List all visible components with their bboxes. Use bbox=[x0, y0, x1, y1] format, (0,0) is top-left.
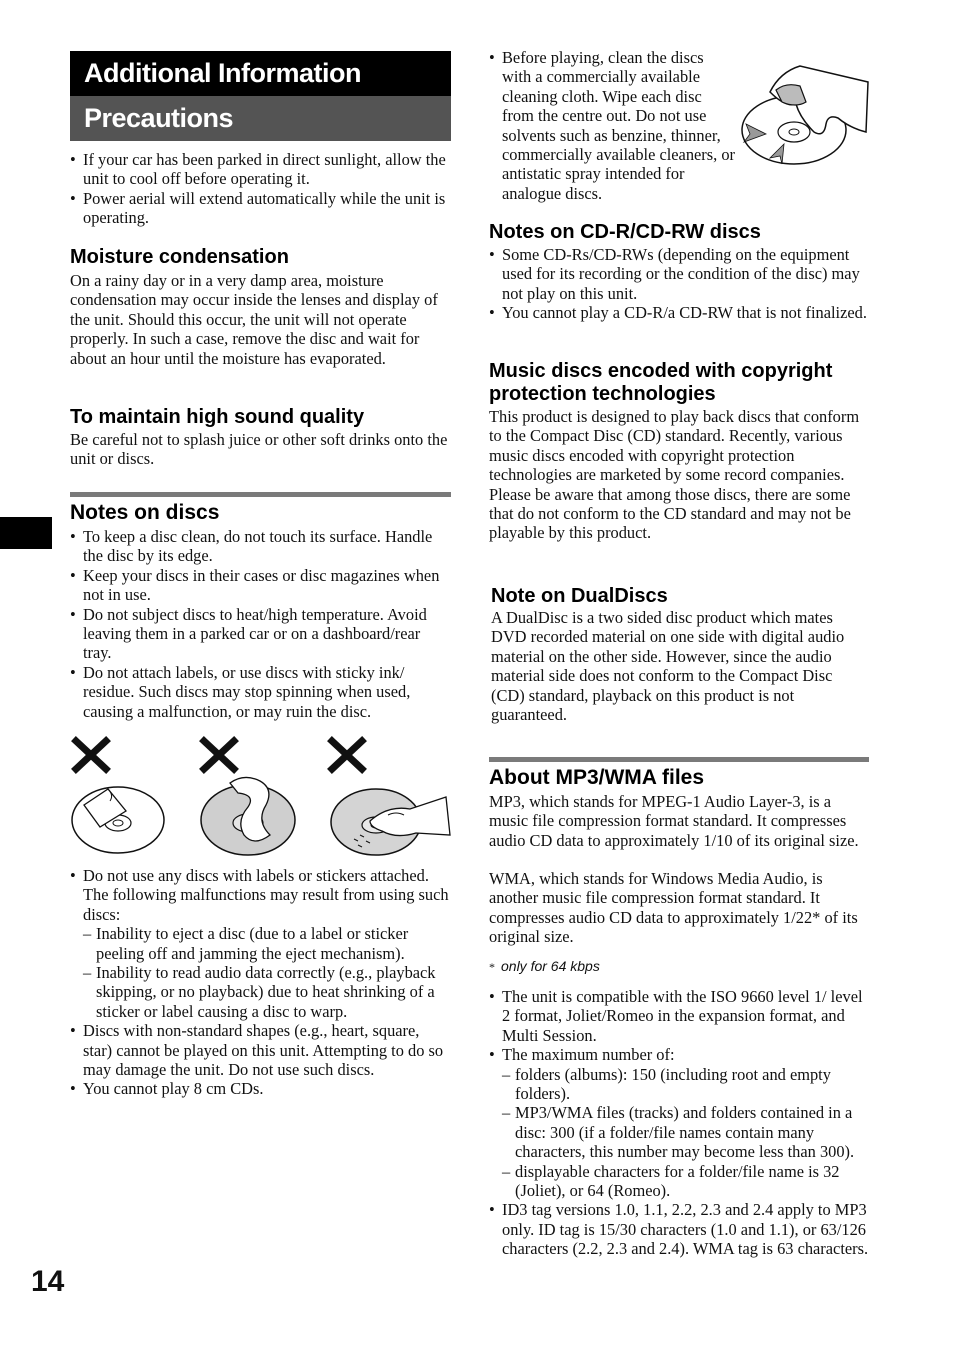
list-item: – MP3/WMA files (tracks) and folders contained in a disc: 300 (if a folder/file names contain many characters, this number may become less than 300). bbox=[502, 1103, 869, 1161]
list-item: • ID3 tag versions 1.0, 1.1, 2.2, 2.3 and 2.4 apply to MP3 only. ID tag is 15/30 characters (1.0 and 1.1), or 63/126 characters (2.2, 2.3 and 2.4). WMA tag is 63 characters. bbox=[489, 1200, 869, 1258]
dualdisc-text: A DualDisc is a two sided disc product which mates DVD recorded material on one side with digital audio material on the other side. However, since the audio material side does not conform to the Compact Disc (CD) standard, playback on this product is not guaranteed. bbox=[491, 608, 845, 725]
copyright-text: This product is designed to play back discs that conform to the Compact Disc (CD) standard. Recently, various music discs encoded with copyright protection technologies are marketed by some record companies. Please be aware that among those discs, there are some that do not conform to the CD standard and may not be playable by this product. bbox=[489, 407, 860, 543]
section-side-tab bbox=[0, 517, 52, 549]
malfunction-list bbox=[83, 924, 452, 1021]
dualdisc-heading: Note on DualDiscs bbox=[491, 585, 668, 607]
list-item: • Power aerial will extend automatically while the unit is operating. bbox=[70, 189, 452, 228]
mp3-para1: MP3, which stands for MPEG-1 Audio Layer-3, is a music file compression format standard. It compresses audio CD data to approximately 1/10 of its original size. bbox=[489, 792, 859, 850]
copyright-heading bbox=[489, 360, 869, 406]
section-rule bbox=[489, 757, 869, 762]
disc-with-label-icon bbox=[72, 787, 164, 853]
intro-list bbox=[70, 150, 452, 228]
labels-bullet: Do not use any discs with labels or stickers attached. bbox=[83, 866, 429, 885]
list-item: • Do not attach labels, or use discs with sticky ink/ residue. Such discs may stop spinning when used, causing a malfunction, or may ruin the disc. bbox=[70, 663, 452, 721]
max-list bbox=[502, 1065, 869, 1201]
list-item: • To keep a disc clean, do not touch its surface. Handle the disc by its edge. bbox=[70, 527, 452, 566]
section-rule bbox=[70, 492, 451, 497]
footnote bbox=[489, 957, 600, 977]
cleaning-list bbox=[489, 48, 735, 203]
discs-list bbox=[70, 527, 452, 721]
sound-text: Be careful not to splash juice or other soft drinks onto the unit or discs. bbox=[70, 430, 448, 469]
list-item: • Before playing, clean the discs with a commercially available cleaning cloth. Wipe each disc from the centre out. Do not use solvents such as benzine, thinner, commercially available cleaners, or antistatic spray intended for analogue discs. bbox=[489, 48, 735, 203]
page-title: Precautions bbox=[70, 96, 451, 141]
list-item: • Some CD-Rs/CD-RWs (depending on the equipment used for its recording or the condition of the disc) may not play on this unit. bbox=[489, 245, 869, 303]
cdr-list bbox=[489, 245, 869, 323]
list-item: • Keep your discs in their cases or disc magazines when not in use. bbox=[70, 566, 452, 605]
labels-list bbox=[70, 866, 452, 1099]
discs-heading: Notes on discs bbox=[70, 501, 220, 524]
list-item: • Do not subject discs to heat/high temperature. Avoid leaving them in a parked car or on a dashboard/rear tray. bbox=[70, 605, 452, 663]
max-bullet: The maximum number of: bbox=[502, 1045, 675, 1065]
disc-warning-illustration bbox=[70, 735, 452, 860]
list-item: – displayable characters for a folder/file name is 32 (Joliet), or 64 (Romeo). bbox=[502, 1162, 869, 1201]
list-item: • The unit is compatible with the ISO 9660 level 1/ level 2 format, Joliet/Romeo in the expansion format, and Multi Session. bbox=[489, 987, 869, 1045]
prohibited-icon bbox=[332, 741, 362, 769]
disc-touched-icon bbox=[331, 789, 450, 855]
prohibited-icon bbox=[204, 741, 234, 769]
labels-followup: The following malfunctions may result from using such discs: bbox=[83, 885, 449, 924]
list-item bbox=[489, 1045, 869, 1200]
footnote-text: only for 64 kbps bbox=[501, 958, 600, 974]
copyright-heading-line1: Music discs encoded with copyright bbox=[489, 360, 833, 382]
list-item: • If your car has been parked in direct sunlight, allow the unit to cool off before operating it. bbox=[70, 150, 452, 189]
list-item: – folders (albums): 150 (including root and empty folders). bbox=[502, 1065, 869, 1104]
disc-cleaning-illustration bbox=[740, 62, 870, 212]
moisture-text: On a rainy day or in a very damp area, moisture condensation may occur inside the lenses and display of the unit. Should this occur, the unit will not operate properly. In such a case, remove the disc and wait for about an hour until the moisture has evaporated. bbox=[70, 271, 438, 368]
page-number: 14 bbox=[31, 1265, 65, 1298]
mp3-para2: WMA, which stands for Windows Media Audio, is another music file compression format standard. It compresses audio CD data to approximately 1/22* of its original size. bbox=[489, 869, 858, 947]
footnote-mark: * bbox=[489, 960, 495, 974]
list-item: • Discs with non-standard shapes (e.g., heart, square, star) cannot be played on this unit. Attempting to do so may damage the unit. Do not use such discs. bbox=[70, 1021, 452, 1079]
cdr-heading: Notes on CD-R/CD-RW discs bbox=[489, 221, 761, 243]
list-item: – Inability to eject a disc (due to a label or sticker peeling off and jamming the eject mechanism). bbox=[83, 924, 452, 963]
list-item: • You cannot play 8 cm CDs. bbox=[70, 1079, 452, 1098]
mp3-list bbox=[489, 987, 869, 1259]
disc-with-sticker-icon bbox=[201, 777, 295, 855]
section-banner: Additional Information bbox=[70, 51, 451, 96]
mp3-heading: About MP3/WMA files bbox=[489, 766, 705, 789]
copyright-heading-line2: protection technologies bbox=[489, 383, 716, 405]
prohibited-icon bbox=[76, 741, 106, 769]
sound-heading: To maintain high sound quality bbox=[70, 406, 365, 428]
list-item: • You cannot play a CD-R/a CD-RW that is not finalized. bbox=[489, 303, 869, 322]
list-item: – Inability to read audio data correctly (e.g., playback skipping, or no playback) due to heat shrinking of a sticker or label causing a disc to warp. bbox=[83, 963, 452, 1021]
moisture-heading: Moisture condensation bbox=[70, 246, 289, 268]
list-item bbox=[70, 866, 452, 1021]
